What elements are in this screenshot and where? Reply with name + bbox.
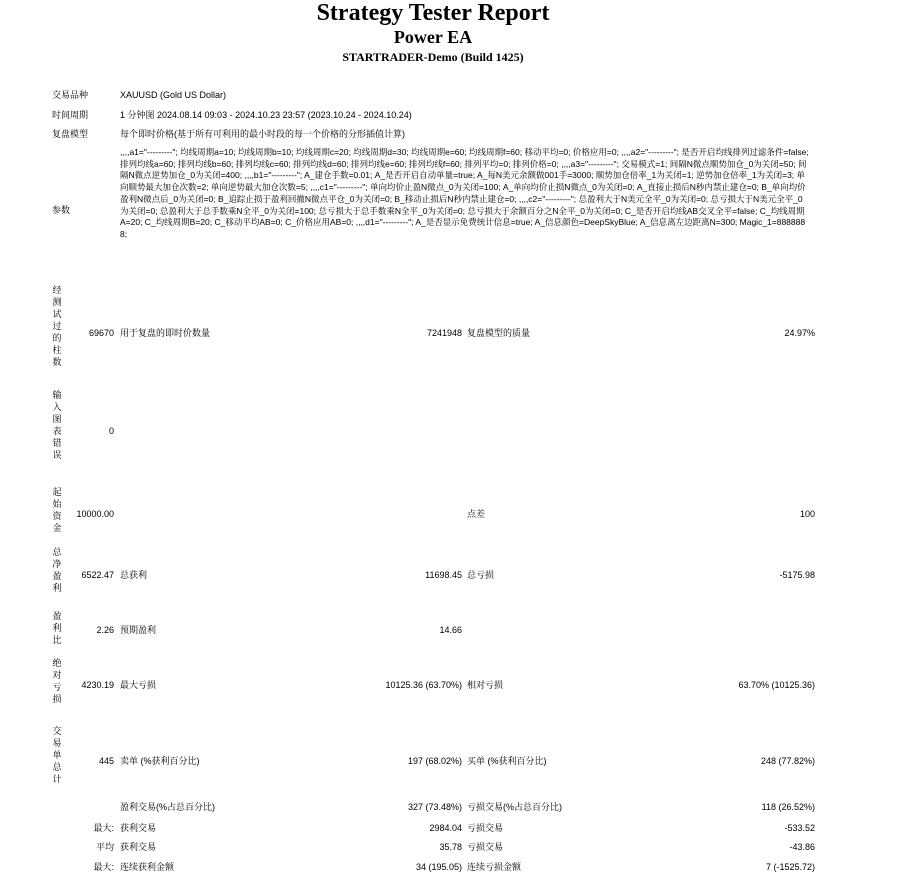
average-label: 平均 [95,842,114,852]
maxcons-loss-label: 连续亏损金额 [467,862,522,872]
trades-value: 445 [98,756,114,766]
period-value: 1 分钟图 2024.08.14 09:03 - 2024.10.23 23:57 (2023.10.24 - 2024.10.24) [120,110,412,120]
netprofit-value: 6522.47 [81,570,114,580]
errors-value: 0 [108,426,114,436]
maxdd-label: 最大亏损 [120,680,157,690]
grossloss-value: -5175.98 [779,570,815,580]
deposit-label: 起始资金 [52,487,62,533]
maxcons-label: 最大: [93,862,114,872]
maxcons-loss-value: 7 (-1525.72) [765,862,815,872]
reldd-value: 63.70% (10125.36) [738,680,815,690]
maxcons-win-label: 连续获利金额 [120,862,175,872]
grossprofit-value: 11698.45 [425,570,462,580]
pf-value: 2.26 [96,625,114,635]
quality-label: 复盘模型的质量 [467,328,531,338]
profit-trades-value: 327 (73.48%) [407,802,462,812]
average-loss-label: 亏损交易 [467,842,504,852]
loss-trades-value: 118 (26.52%) [761,802,815,812]
spread-label: 点差 [467,509,486,519]
bars-label: 经测试过的柱数 [52,285,62,367]
maxcons-win-value: 34 (195.05) [415,862,462,872]
params-value: ,,,,a1="---------"; 均线周期a=10; 均线周期b=10; 均线周期c=20; 均线周期d=30; 均线周期e=60; 均线周期f=60; 移动平均=0; 价格应用=0; ,,,,a2="---------"; 是否开启均线排列过滤条件=false; 排列均线a=60; 排列均线b=60; 排列均线c=60; 排列均线d=60; 排列均线e=60; 排列均线f=60; 排列平均=0; 排列价格=0; ,,,,a3="---------"; 交易模式=1; 间隔N微点顺势加仓_0为关闭=50; 间隔N微点逆势加仓_0为关闭=400; ,,,,b1="---------"; A_建仓手数=0.01; A_是否开启自动单量=true; A_每N美元余额做001手=3000; 顺势加仓倍率_1为关闭=1; 逆势加仓倍率_1为关闭=3; 单向顺势最大加仓次数=2; 单向逆势最大加仓次数=5; ,,,,c1="---------"; 单向均价止盈N微点_0为关闭=100; A_单向均价止损N微点_0为关闭=0; A_直接止损后N秒内禁止建仓=0; B_单向均价盈利N微点后_0为关闭=0; B_追踪止损于盈利回撤N微点平仓_0为关闭=0; B_移动止损后N秒内禁止建仓=0; ,,,,c2="---------"; 总盈利大于N美元全平_0为关闭=0; 总亏损大于N美元全平_0为关闭=0; 总盈利大于总手数乘N全平_0为关闭=100; 总亏损大于总手数乘N全平_0为关闭=0; 总亏损大于余额百分之N全平_0为关闭=0; C_是否开启均线AB交叉全平=false; C_均线周期A=20; C_均线周期B=20; C_移动平均AB=0; C_价格应用AB=0; ,,,,d1="---------"; A_是否显示免费统计信息=true; A_信息颜色=DeepSkyBlue; A_信息离左边距离N=300; Magic_1=8888888; [120,147,809,239]
server-name: STARTRADER-Demo (Build 1425) [342,50,524,64]
loss-trades-label: 亏损交易(%占总百分比) [467,802,562,812]
long-value: 248 (77.82%) [760,756,815,766]
average-profit-label: 获利交易 [120,842,157,852]
quality-value: 24.97% [784,328,815,338]
largest-profit-label: 获利交易 [120,823,157,833]
absdd-label: 绝对亏损 [52,658,62,704]
absdd-value: 4230.19 [81,680,114,690]
report-title: Strategy Tester Report [316,0,550,26]
average-loss-value: -43.86 [789,842,815,852]
grossloss-label: 总亏损 [467,570,495,580]
ticks-label: 用于复盘的即时价数量 [120,328,211,338]
ticks-value: 7241948 [426,328,462,338]
expected-label: 预期盈利 [120,625,157,635]
expected-value: 14.66 [439,625,462,635]
largest-label: 最大: [93,823,114,833]
spread-value: 100 [799,509,815,519]
model-value: 每个即时价格(基于所有可利用的最小时段的每一个价格的分形插值计算) [120,129,405,139]
short-label: 卖单 (%获利百分比) [120,756,200,766]
profit-trades-label: 盈利交易(%占总百分比) [120,802,215,812]
errors-label: 输入图表错误 [52,390,62,460]
long-label: 买单 (%获利百分比) [467,756,547,766]
maxdd-value: 10125.36 (63.70%) [385,680,462,690]
largest-loss-value: -533.52 [784,823,815,833]
symbol-value: XAUUSD (Gold US Dollar) [120,90,227,100]
symbol-label: 交易品种 [52,90,89,100]
trades-label: 交易单总计 [52,726,62,784]
ea-name: Power EA [393,27,473,47]
pf-label: 盈利比 [52,611,62,645]
short-value: 197 (68.02%) [407,756,462,766]
netprofit-label: 总净盈利 [52,547,62,593]
grossprofit-label: 总获利 [120,570,148,580]
model-label: 复盘模型 [52,129,89,139]
largest-loss-label: 亏损交易 [467,823,504,833]
largest-profit-value: 2984.04 [429,823,462,833]
bars-value: 69670 [88,328,114,338]
period-label: 时间周期 [52,110,89,120]
reldd-label: 相对亏损 [467,680,504,690]
deposit-value: 10000.00 [76,509,114,519]
average-profit-value: 35.78 [439,842,462,852]
params-label: 参数 [52,205,71,215]
